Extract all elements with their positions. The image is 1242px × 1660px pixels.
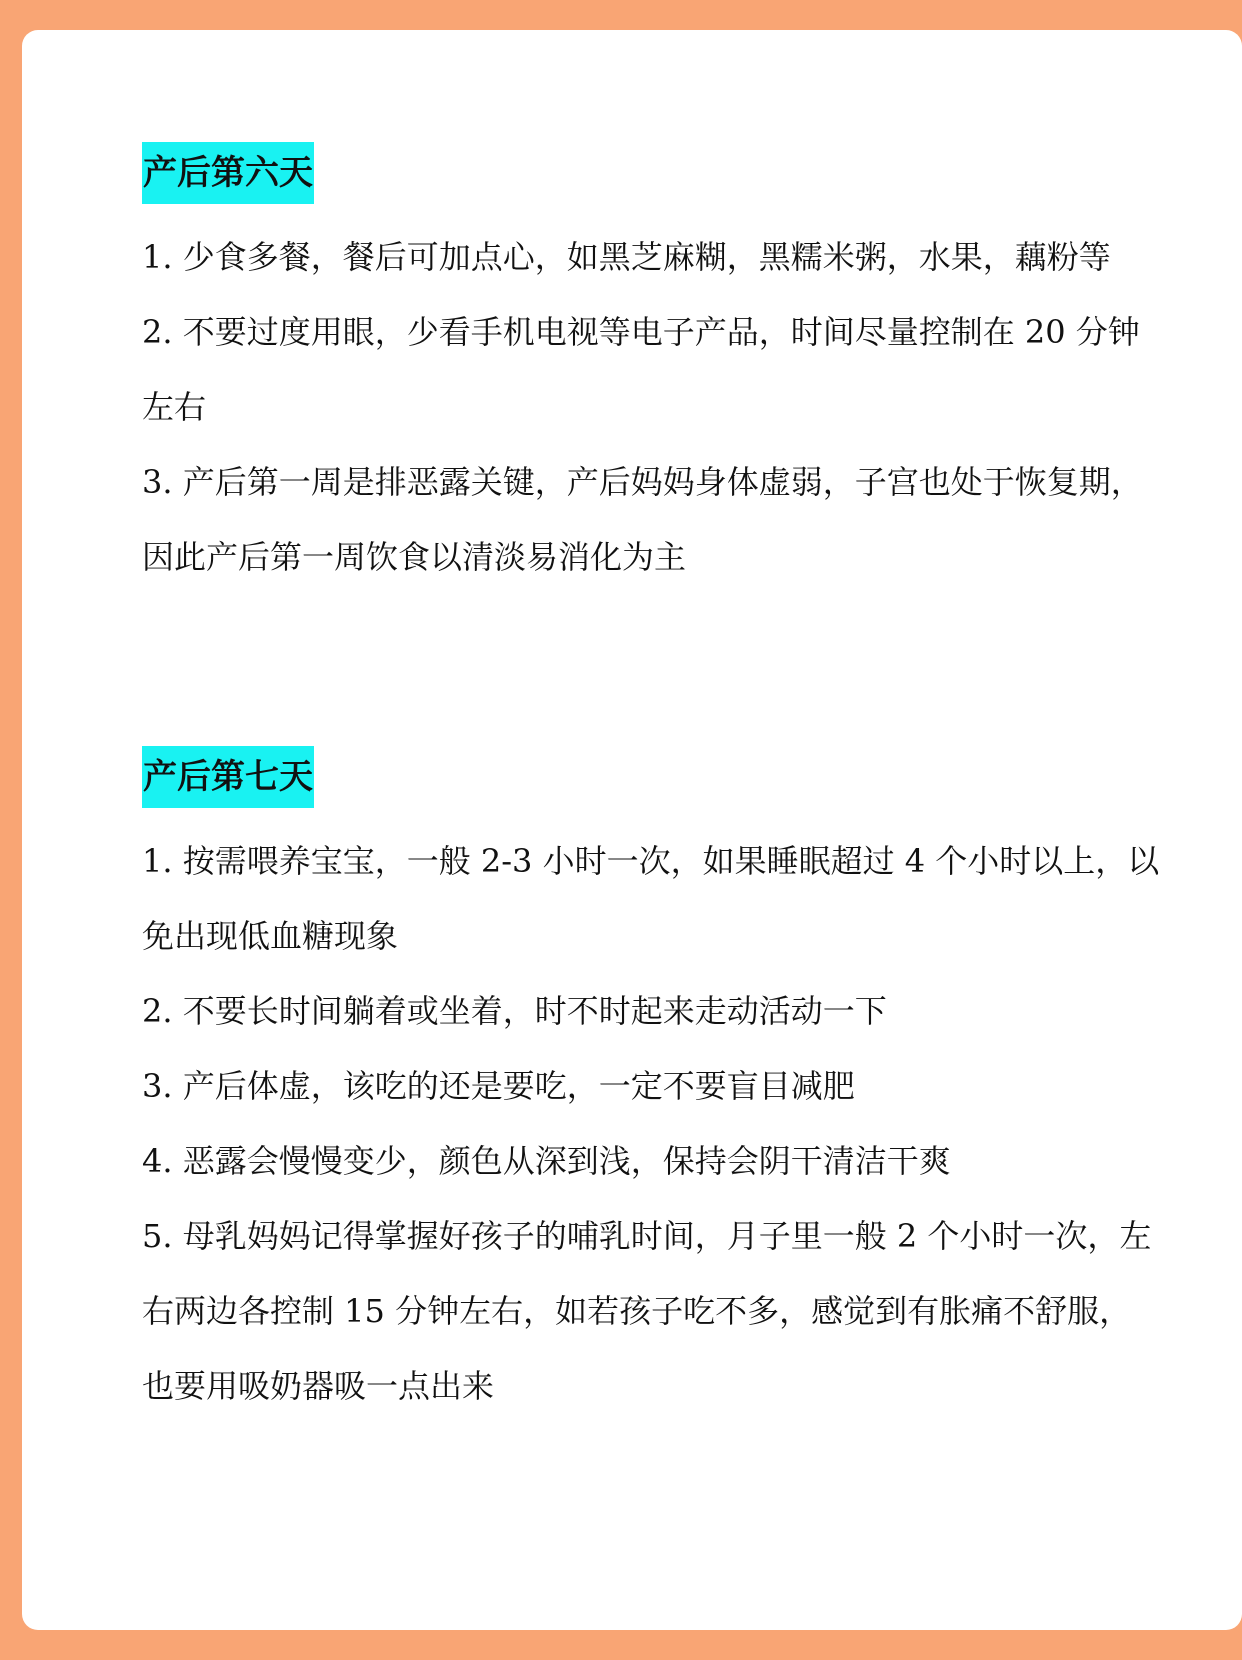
list-item: 1. 少食多餐，餐后可加点心，如黑芝麻糊，黑糯米粥，水果，藕粉等 <box>142 238 1111 276</box>
content-card <box>22 30 1242 1630</box>
list-item: 4. 恶露会慢慢变少，颜色从深到浅，保持会阴干清洁干爽 <box>142 1142 951 1180</box>
section-heading: 产后第六天 <box>142 142 314 204</box>
list-item: 5. 母乳妈妈记得掌握好孩子的哺乳时间，月子里一般 2 个小时一次，左右两边各控制 15 分钟左右，如若孩子吃不多，感觉到有胀痛不舒服，也要用吸奶器吸一点出来 <box>142 1217 1152 1405</box>
tips-list <box>142 220 1162 595</box>
list-item: 2. 不要过度用眼，少看手机电视等电子产品，时间尽量控制在 20 分钟左右 <box>142 313 1140 426</box>
section-day-seven <box>142 746 1162 1424</box>
section-heading: 产后第七天 <box>142 746 314 808</box>
list-item: 3. 产后第一周是排恶露关键，产后妈妈身体虚弱，子宫也处于恢复期，因此产后第一周饮食以清淡易消化为主 <box>142 463 1143 576</box>
section-day-six <box>142 142 1162 595</box>
list-item: 2. 不要长时间躺着或坐着，时不时起来走动活动一下 <box>142 992 887 1030</box>
list-item: 3. 产后体虚，该吃的还是要吃，一定不要盲目减肥 <box>142 1067 855 1105</box>
list-item: 1. 按需喂养宝宝，一般 2-3 小时一次，如果睡眠超过 4 个小时以上，以免出现低血糖现象 <box>142 842 1160 955</box>
tips-list <box>142 824 1162 1424</box>
